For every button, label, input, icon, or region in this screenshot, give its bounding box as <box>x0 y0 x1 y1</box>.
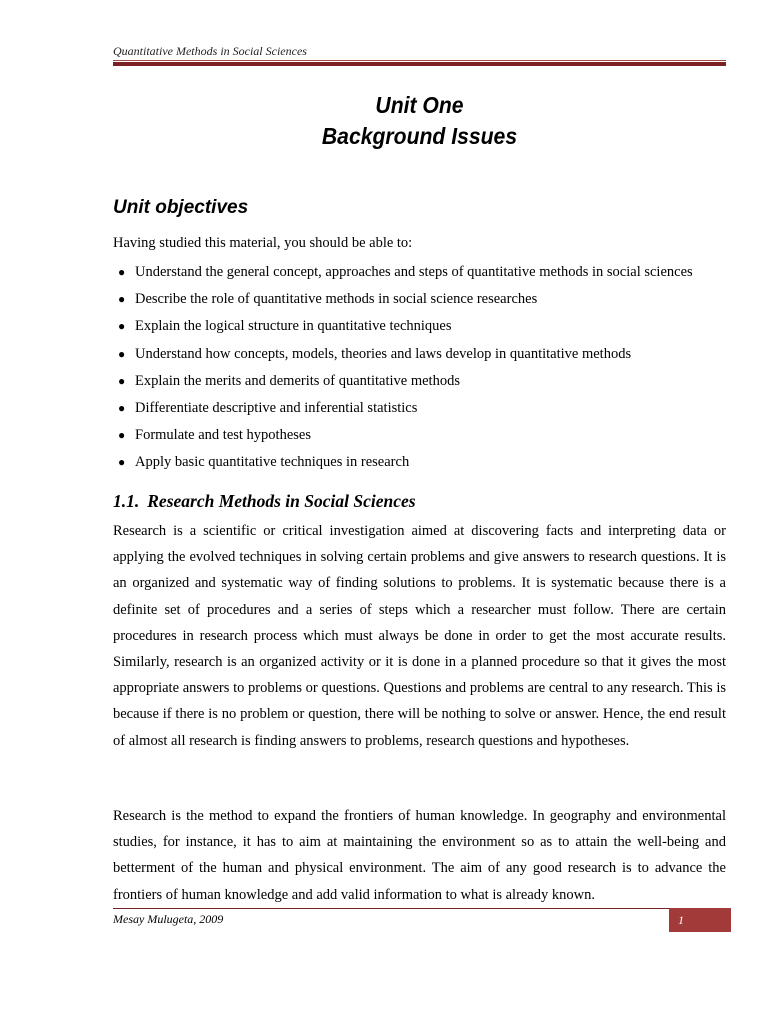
unit-title-line2: Background Issues <box>321 123 518 149</box>
list-item: ● Explain the merits and demerits of quantitative methods <box>118 372 460 389</box>
section-heading <box>113 491 416 512</box>
bullet-icon: ● <box>118 373 126 388</box>
objectives-heading: Unit objectives <box>113 197 249 218</box>
list-item: ● Apply basic quantitative techniques in research <box>118 454 410 471</box>
header-rule <box>113 62 726 66</box>
running-header: Quantitative Methods in Social Sciences <box>113 44 307 58</box>
bullet-icon: ● <box>118 319 126 334</box>
bullet-icon: ● <box>118 346 126 361</box>
header-rule-thin <box>113 60 726 61</box>
bullet-icon: ● <box>118 265 126 279</box>
bullet-icon: ● <box>118 428 126 443</box>
footer-author: Mesay Mulugeta, 2009 <box>113 912 224 926</box>
section-number: 1.1. <box>113 491 140 511</box>
objectives-list <box>113 262 693 480</box>
bullet-icon: ● <box>118 292 126 307</box>
bullet-icon: ● <box>118 400 126 415</box>
list-item: ● Describe the role of quantitative methods in social science researches <box>118 291 538 308</box>
footer-rule <box>113 908 669 909</box>
section-title: Research Methods in Social Sciences <box>147 491 416 511</box>
unit-title <box>138 90 702 152</box>
list-item: ● Formulate and test hypotheses <box>118 427 311 444</box>
bullet-icon: ● <box>118 455 126 470</box>
unit-title-line1: Unit One <box>375 92 464 118</box>
objectives-intro: Having studied this material, you should be able to: <box>113 235 413 251</box>
list-item: ● Understand the general concept, approaches and steps of quantitative methods in social sciences <box>118 264 693 280</box>
body-paragraph: Research is a scientific or critical investigation aimed at discovering facts and interpreting data or applying the evolved techniques in solving certain problems and give answers to research questions. It is an organized and systematic way of finding solutions to problems. It is systematic because there is a definite set of procedures and a series of steps which a researcher must follow. There are certain procedures in research process which must always be done in order to get the most accurate results. Similarly, research is an organized activity or it is done in a planned procedure so that it gives the most appropriate answers to problems or questions. Questions and problems are central to any research. This is because if there is no problem or question, there will be nothing to solve or answer. Hence, the end result of almost all research is finding answers to problems, research questions and hypotheses. <box>113 523 726 749</box>
body-paragraph: Research is the method to expand the frontiers of human knowledge. In geography and environmental studies, for instance, it has to aim at maintaining the environment so as to attain the well-being and betterment of the human and physical environment. The aim of any good research is to advance the frontiers of human knowledge and add valid information to what is already known. <box>113 808 726 903</box>
page-number: 1 <box>669 908 731 932</box>
list-item: ● Differentiate descriptive and inferential statistics <box>118 399 418 416</box>
list-item: ● Explain the logical structure in quantitative techniques <box>118 318 452 335</box>
list-item: ● Understand how concepts, models, theories and laws develop in quantitative methods <box>118 345 632 362</box>
